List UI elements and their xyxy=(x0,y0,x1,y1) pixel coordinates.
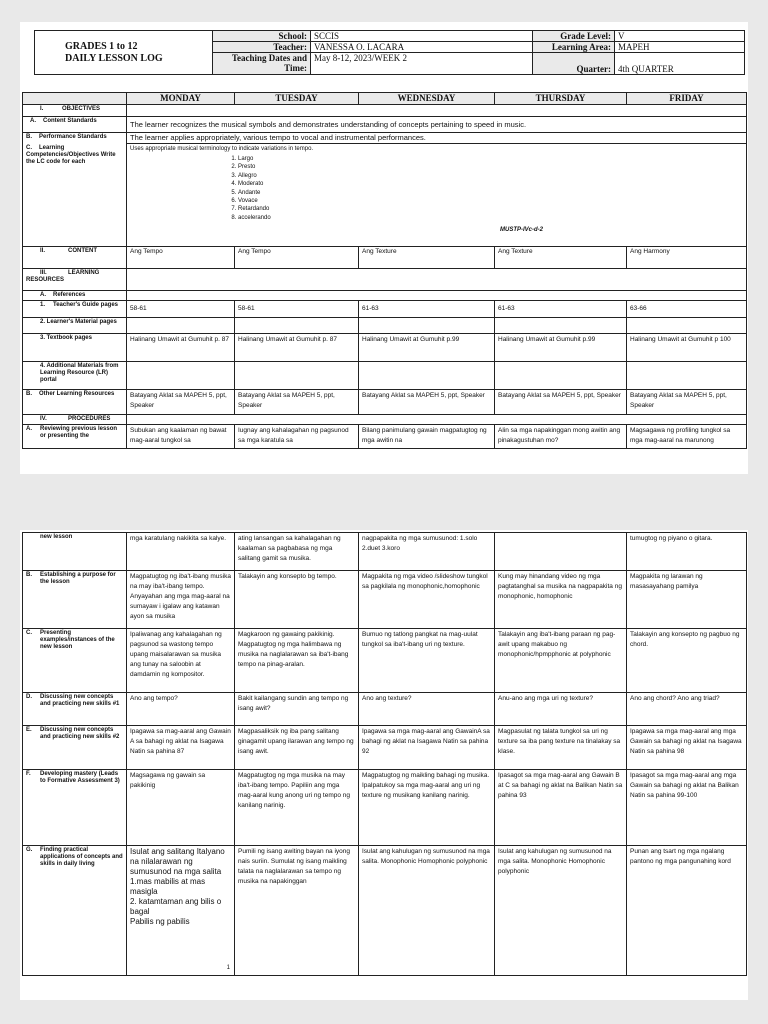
lm-friday xyxy=(627,318,747,334)
presenting-wednesday: Bumuo ng tatlong pangkat na mag-uulat tungkol sa iba't-ibang uri ng texture. xyxy=(359,629,495,693)
tb-thursday: Halinang Umawit at Gumuhit p.99 xyxy=(495,334,627,362)
objectives-blank xyxy=(127,105,747,117)
mastery-wednesday: Magpatugtog ng maikling bahagi ng musika. Ipalpatukoy sa mga mag-aaral ang uri ng texture ng musikang kanilang narinig. xyxy=(359,770,495,846)
tb-tuesday: Halinang Umawit at Gumuhit p. 87 xyxy=(235,334,359,362)
school-value: SCCIS xyxy=(311,31,533,42)
learning-resources-blank xyxy=(127,269,747,291)
applications-monday-line: 2. katamtaman ang bilis o bagal xyxy=(130,897,222,916)
presenting-friday: Talakayin ang konsepto ng pagbuo ng chord. xyxy=(627,629,747,693)
discussing-1-friday: Ano ang chord? Ano ang triad? xyxy=(627,693,747,726)
title-line-2: DAILY LESSON LOG xyxy=(65,52,163,64)
discussing-1-wednesday: Ano ang texture? xyxy=(359,693,495,726)
applications-monday-line: Pabilis ng pabilis xyxy=(130,917,190,926)
lc-item: 8. accelerando xyxy=(238,214,743,222)
review-thursday-cont xyxy=(495,533,627,571)
purpose-monday: Magpatugtog ng iba't-ibang musika na may iba't-ibang tempo. Anyayahan ang mga mag-aaral na sumayaw i igalaw ang katawan ayon sa musika xyxy=(127,571,235,629)
header-table xyxy=(34,30,745,75)
practical-applications-label: G. Finding practical applications of concepts and skills in daily living xyxy=(23,846,127,976)
lesson-table-page-2 xyxy=(22,532,747,976)
lm-tuesday xyxy=(235,318,359,334)
discussing-2-thursday: Magpasulat ng talata tungkol sa uri ng texture sa iba pang texture na tinalakay sa klase. xyxy=(495,726,627,770)
tb-friday: Halinang Umawit at Gumuhit p 100 xyxy=(627,334,747,362)
objectives-label: I. OBJECTIVES xyxy=(23,105,127,117)
am-thursday xyxy=(495,362,627,390)
content-thursday: Ang Texture xyxy=(495,247,627,269)
purpose-thursday: Kung may hinandang video ng mga pagtatanghal sa musika na nagpapakita ng monophonic, homophonic xyxy=(495,571,627,629)
olr-friday: Batayang Aklat sa MAPEH 5, ppt, Speaker xyxy=(627,390,747,415)
tg-friday: 63-66 xyxy=(627,301,747,318)
presenting-label: C. Presenting examples/instances of the new lesson xyxy=(23,629,127,693)
presenting-tuesday: Magkaroon ng gawaing pakikinig. Magpatugtog ng mga halimbawa ng musika na naglalarawan sa iba't-ibang tempo na pinag-aralan. xyxy=(235,629,359,693)
applications-thursday: Isulat ang kahulugan ng sumusunod na mga salita. Monophonic Homophonic polyphonic xyxy=(495,846,627,976)
performance-standard-label: B. Performance Standards xyxy=(23,133,127,144)
page-1 xyxy=(20,22,748,474)
olr-thursday: Batayang Aklat sa MAPEH 5, ppt, Speaker xyxy=(495,390,627,415)
performance-standard-text: The learner applies appropriately, various tempo to vocal and instrumental performances. xyxy=(127,133,747,144)
discussing-1-monday: Ano ang tempo? xyxy=(127,693,235,726)
lm-wednesday xyxy=(359,318,495,334)
discussing-1-tuesday: Bakit kailangang sundin ang tempo ng isang awit? xyxy=(235,693,359,726)
review-monday: Subukan ang kaalaman ng bawat mag-aaral tungkol sa xyxy=(127,425,235,449)
references-label: A. References xyxy=(23,291,127,301)
discussing-1-label: D. Discussing new concepts and practicing new skills #1 xyxy=(23,693,127,726)
am-monday xyxy=(127,362,235,390)
procedures-blank xyxy=(127,415,747,425)
other-resources-label: B. Other Learning Resources xyxy=(23,390,127,415)
teacher-value: VANESSA O. LACARA xyxy=(311,42,533,53)
purpose-label: B. Establishing a purpose for the lesson xyxy=(23,571,127,629)
tg-monday: 58-61 xyxy=(127,301,235,318)
mastery-tuesday: Magpatugtog ng mga musika na may iba't-ibang tempo. Papiliin ang mga mag-aaral kung anong uri ng tempo ng kanilang narinig. xyxy=(235,770,359,846)
area-label: Learning Area: xyxy=(533,42,615,53)
area-value: MAPEH xyxy=(615,42,745,53)
lc-item: 1. Largo xyxy=(238,155,743,163)
discussing-1-thursday: Anu-ano ang mga uri ng texture? xyxy=(495,693,627,726)
day-friday: FRIDAY xyxy=(627,93,747,105)
presenting-monday: Ipaliwanag ang kahalagahan ng pagsunod sa wastong tempo upang maisalarawan sa musika ang tunay na saloobin at damdamin ng kompositor. xyxy=(127,629,235,693)
lc-item: 7. Retardando xyxy=(238,205,743,213)
discussing-2-wednesday: Ipagawa sa mga mag-aaral ang GawainA sa bahagi ng aklat na Isagawa Natin sa pahina 92 xyxy=(359,726,495,770)
quarter-value: 4th QUARTER xyxy=(615,53,745,75)
teacher-label: Teacher: xyxy=(213,42,311,53)
am-tuesday xyxy=(235,362,359,390)
corner-cell xyxy=(23,93,127,105)
lc-item: 4. Moderato xyxy=(238,180,743,188)
dates-value: May 8-12, 2023/WEEK 2 xyxy=(311,53,533,75)
reviewing-label-continued: new lesson xyxy=(23,533,127,571)
lc-list xyxy=(130,155,743,222)
review-wednesday-cont: nagpapakita ng mga sumusunod: 1.solo 2.duet 3.koro xyxy=(359,533,495,571)
lesson-table-page-1 xyxy=(22,92,747,449)
purpose-wednesday: Magpakita ng mga video /slideshow tungkol sa pagkilala ng monophonic,homophonic xyxy=(359,571,495,629)
mastery-monday: Magsagawa ng gawain sa pakikinig xyxy=(127,770,235,846)
am-friday xyxy=(627,362,747,390)
learners-material-label: 2. Learner's Material pages xyxy=(23,318,127,334)
discussing-2-monday: Ipagawa sa mag-aaral ang Gawain A sa bahagi ng aklat na Isagawa Natin sa pahina 87 xyxy=(127,726,235,770)
learning-competencies-label: C. Learning Competencies/Objectives Write the LC code for each xyxy=(23,144,127,247)
day-tuesday: TUESDAY xyxy=(235,93,359,105)
learning-competencies-cell xyxy=(127,144,747,247)
purpose-friday: Magpakita ng larawan ng masasayahang pamilya xyxy=(627,571,747,629)
grade-value: V xyxy=(615,31,745,42)
review-tuesday-cont: ating lansangan sa kahalagahan ng kaalaman sa pagbabasa ng mga salitang gamit sa musika. xyxy=(235,533,359,571)
tg-wednesday: 61-63 xyxy=(359,301,495,318)
lc-item: 6. Vovace xyxy=(238,197,743,205)
day-monday: MONDAY xyxy=(127,93,235,105)
presenting-thursday: Talakayin ang iba't-ibang paraan ng pag-awit upang makabuo ng monophonic/hpmpphonic at polyphonic xyxy=(495,629,627,693)
page-number: 1 xyxy=(226,965,230,971)
content-tuesday: Ang Tempo xyxy=(235,247,359,269)
dates-label: Teaching Dates and Time: xyxy=(213,53,311,75)
olr-wednesday: Batayang Aklat sa MAPEH 5, ppt, Speaker xyxy=(359,390,495,415)
lc-item: 3. Allegro xyxy=(238,172,743,180)
textbook-label: 3. Textbook pages xyxy=(23,334,127,362)
review-tuesday: Iugnay ang kahalagahan ng pagsunod sa mga karatula sa xyxy=(235,425,359,449)
lm-thursday xyxy=(495,318,627,334)
tb-wednesday: Halinang Umawit at Gumuhit p.99 xyxy=(359,334,495,362)
content-friday: Ang Harmony xyxy=(627,247,747,269)
content-monday: Ang Tempo xyxy=(127,247,235,269)
mastery-label: F. Developing mastery (Leads to Formative Assessment 3) xyxy=(23,770,127,846)
document-title xyxy=(35,31,213,75)
lc-intro: Uses appropriate musical terminology to indicate variations in tempo. xyxy=(130,146,314,152)
tb-monday: Halinang Umawit at Gumuhit p. 87 xyxy=(127,334,235,362)
discussing-2-friday: Ipagawa sa mga mag-aaral ang mga Gawain sa bahagi ng aklat na Isagawa Natin sa pahina 98 xyxy=(627,726,747,770)
mastery-thursday: Ipasagot sa mga mag-aaral ang Gawain B at C sa bahagi ng aklat na Balikan Natin sa pahina 93 xyxy=(495,770,627,846)
review-friday-cont: tumugtog ng piyano o gitara. xyxy=(627,533,747,571)
review-wednesday: Bilang panimulang gawain magpatugtog ng mga awitin na xyxy=(359,425,495,449)
content-label: II. CONTENT xyxy=(23,247,127,269)
tg-tuesday: 58-61 xyxy=(235,301,359,318)
lm-monday xyxy=(127,318,235,334)
page-2 xyxy=(20,530,748,1000)
school-label: School: xyxy=(213,31,311,42)
content-standard-label: A. Content Standards xyxy=(23,117,127,133)
review-thursday: Alin sa mga napakinggan mong awitin ang pinakagustuhan mo? xyxy=(495,425,627,449)
applications-tuesday: Pumili ng isang awiting bayan na iyong nais suriin. Sumulat ng isang maikling talata na naglalarawan sa tempo ng musika na napakinggan xyxy=(235,846,359,976)
applications-wednesday: Isulat ang kahulugan ng sumusunod na mga salita. Monophonic Homophonic polyphonic xyxy=(359,846,495,976)
content-wednesday: Ang Texture xyxy=(359,247,495,269)
procedures-label: IV. PROCEDURES xyxy=(23,415,127,425)
tg-thursday: 61-63 xyxy=(495,301,627,318)
purpose-tuesday: Talakayin ang konsepto bg tempo. xyxy=(235,571,359,629)
review-friday: Magsagawa ng profiling tungkol sa mga mag-aaral na marunong xyxy=(627,425,747,449)
applications-monday-line: 1.mas mabilis at mas masigla xyxy=(130,877,206,896)
additional-materials-label: 4. Additional Materials from Learning Resource (LR) portal xyxy=(23,362,127,390)
applications-friday: Punan ang tsart ng mga ngalang pantono ng mga pangunahing kord xyxy=(627,846,747,976)
lc-item: 2. Presto xyxy=(238,163,743,171)
references-blank xyxy=(127,291,747,301)
mastery-friday: Ipasagot sa mga mag-aaral ang mga Gawain sa bahagi ng aklat na Balikan Natin sa pahina 99-100 xyxy=(627,770,747,846)
applications-monday xyxy=(127,846,235,976)
learning-resources-label: III. LEARNING RESOURCES xyxy=(23,269,127,291)
teachers-guide-label: 1. Teacher's Guide pages xyxy=(23,301,127,318)
grade-label: Grade Level: xyxy=(533,31,615,42)
lc-code: MUSTP-IVc-d-2 xyxy=(499,227,543,234)
day-wednesday: WEDNESDAY xyxy=(359,93,495,105)
reviewing-label: A. Reviewing previous lesson or presenting the xyxy=(23,425,127,449)
lc-item: 5. Andante xyxy=(238,189,743,197)
am-wednesday xyxy=(359,362,495,390)
title-line-1: GRADES 1 to 12 xyxy=(65,40,138,52)
day-thursday: THURSDAY xyxy=(495,93,627,105)
review-monday-cont: mga karatulang nakikita sa kalye. xyxy=(127,533,235,571)
discussing-2-tuesday: Magpasaliksik ng iba pang salitang ginagamit upang ilarawan ang tempo ng isang awit. xyxy=(235,726,359,770)
discussing-2-label: E. Discussing new concepts and practicing new skills #2 xyxy=(23,726,127,770)
quarter-label: Quarter: xyxy=(533,53,615,75)
content-standard-text: The learner recognizes the musical symbols and demonstrates understanding of concepts pertaining to speed in music. xyxy=(127,117,747,133)
olr-monday: Batayang Aklat sa MAPEH 5, ppt, Speaker xyxy=(127,390,235,415)
applications-monday-line: Isulat ang salitang Italyano na nilalarawan ng sumusunod na mga salita xyxy=(130,847,225,876)
olr-tuesday: Batayang Aklat sa MAPEH 5, ppt, Speaker xyxy=(235,390,359,415)
